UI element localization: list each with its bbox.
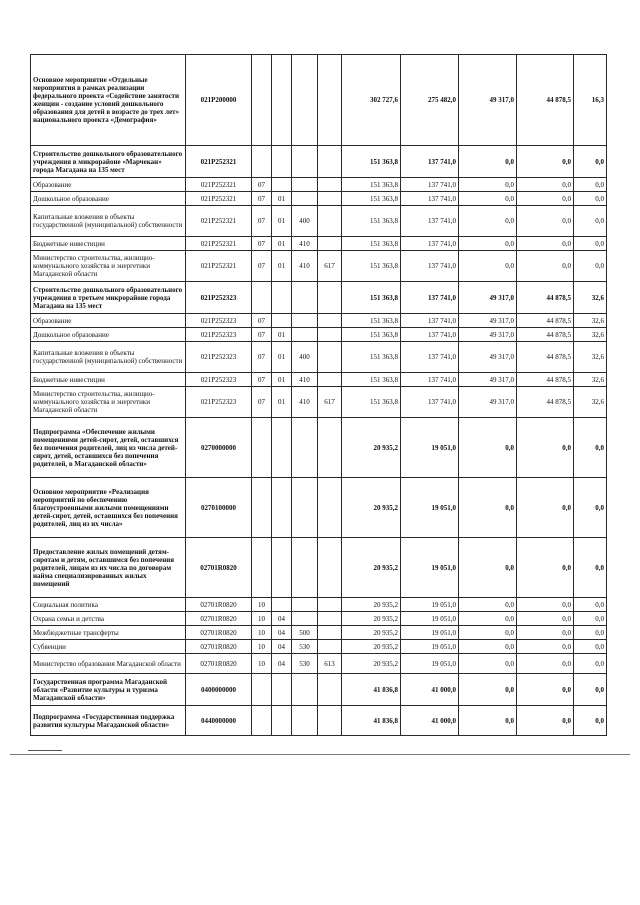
amount-funded: 0,0 [459,626,517,640]
expense-type-code: 530 [292,640,318,654]
administrator-code [318,342,342,373]
section-code: 07 [252,328,272,342]
target-article-code: 02701R0820 [186,598,252,612]
amount-executed: 0,0 [517,706,574,736]
expense-type-code: 410 [292,373,318,387]
amount-approved: 19 051,0 [401,478,459,538]
execution-percent: 0,0 [574,206,607,237]
row-name: Министерство строительства, жилищно-коммунального хозяйства и энергетики Магаданской области [31,387,186,418]
budget-table [30,54,607,736]
table-row [31,418,607,478]
section-code: 07 [252,178,272,192]
row-name: Подпрограмма «Государственная поддержка развития культуры Магаданской области» [31,706,186,736]
row-name: Бюджетные инвестиции [31,237,186,251]
row-name: Бюджетные инвестиции [31,373,186,387]
amount-planned: 151 363,8 [342,206,401,237]
expense-type-code [292,674,318,706]
amount-executed: 0,0 [517,206,574,237]
amount-planned: 20 935,2 [342,626,401,640]
amount-funded: 0,0 [459,206,517,237]
administrator-code [318,178,342,192]
amount-funded: 49 317,0 [459,373,517,387]
amount-approved: 19 051,0 [401,418,459,478]
subsection-code: 04 [272,612,292,626]
target-article-code: 02701R0820 [186,640,252,654]
row-name: Министерство образования Магаданской области [31,654,186,674]
subsection-code: 01 [272,206,292,237]
subsection-code [272,538,292,598]
target-article-code: 021P252321 [186,206,252,237]
section-code [252,706,272,736]
amount-executed: 0,0 [517,478,574,538]
target-article-code: 021P252323 [186,328,252,342]
table-row [31,146,607,178]
page-footer-rule [10,754,630,755]
table-row [31,387,607,418]
execution-percent: 0,0 [574,192,607,206]
amount-approved: 19 051,0 [401,626,459,640]
row-name: Образование [31,314,186,328]
expense-type-code [292,478,318,538]
amount-funded: 0,0 [459,674,517,706]
section-code [252,146,272,178]
section-code: 10 [252,640,272,654]
administrator-code [318,598,342,612]
target-article-code: 021P252321 [186,237,252,251]
table-row [31,206,607,237]
amount-funded: 49 317,0 [459,387,517,418]
administrator-code [318,612,342,626]
amount-planned: 151 363,8 [342,282,401,314]
amount-planned: 151 363,8 [342,237,401,251]
amount-funded: 49 317,0 [459,282,517,314]
expense-type-code [292,282,318,314]
row-name: Строительство дошкольного образовательного учреждения в третьем микрорайоне города Магадана на 135 мест [31,282,186,314]
amount-planned: 20 935,2 [342,538,401,598]
target-article-code: 021P252321 [186,192,252,206]
amount-approved: 19 051,0 [401,598,459,612]
subsection-code [272,706,292,736]
table-row [31,373,607,387]
execution-percent: 32,6 [574,387,607,418]
expense-type-code [292,146,318,178]
amount-planned: 151 363,8 [342,314,401,328]
section-code [252,418,272,478]
amount-planned: 151 363,8 [342,342,401,373]
execution-percent: 0,0 [574,418,607,478]
target-article-code: 021P252321 [186,251,252,282]
amount-executed: 0,0 [517,146,574,178]
amount-approved: 137 741,0 [401,251,459,282]
row-name: Основное мероприятие «Реализация мероприятий по обеспечению благоустроенными жилыми помещениями детей-сирот, детей, оставшихся без попечения родителей, лиц из их числа» [31,478,186,538]
administrator-code [318,538,342,598]
amount-executed: 0,0 [517,612,574,626]
row-name: Министерство строительства, жилищно-коммунального хозяйства и энергетики Магаданской области [31,251,186,282]
amount-approved: 137 741,0 [401,192,459,206]
amount-approved: 137 741,0 [401,178,459,192]
expense-type-code: 400 [292,206,318,237]
expense-type-code: 500 [292,626,318,640]
target-article-code: 021P252323 [186,342,252,373]
administrator-code [318,237,342,251]
amount-funded: 49 317,0 [459,55,517,146]
administrator-code [318,192,342,206]
row-name: Социальная политика [31,598,186,612]
amount-funded: 0,0 [459,640,517,654]
budget-sheet [30,54,606,736]
row-name: Основное мероприятие «Отдельные мероприятия в рамках реализации федерального проекта «Содействие занятости женщин - создание условий дошкольного образования для детей в возрасте до трех лет» национального проекта «Демография» [31,55,186,146]
execution-percent: 32,6 [574,328,607,342]
table-row [31,342,607,373]
amount-planned: 20 935,2 [342,418,401,478]
section-code [252,538,272,598]
administrator-code [318,640,342,654]
page-footer-mark [28,750,62,751]
amount-planned: 302 727,6 [342,55,401,146]
amount-approved: 137 741,0 [401,314,459,328]
section-code [252,478,272,538]
amount-planned: 20 935,2 [342,654,401,674]
target-article-code: 0270000000 [186,418,252,478]
amount-approved: 19 051,0 [401,538,459,598]
execution-percent: 0,0 [574,237,607,251]
execution-percent: 0,0 [574,640,607,654]
table-row [31,55,607,146]
subsection-code [272,314,292,328]
amount-executed: 0,0 [517,674,574,706]
expense-type-code [292,314,318,328]
expense-type-code [292,706,318,736]
amount-executed: 0,0 [517,626,574,640]
target-article-code: 021P252323 [186,282,252,314]
amount-planned: 41 836,8 [342,674,401,706]
section-code: 07 [252,387,272,418]
subsection-code: 04 [272,640,292,654]
amount-approved: 137 741,0 [401,237,459,251]
row-name: Дошкольное образование [31,328,186,342]
amount-executed: 0,0 [517,237,574,251]
amount-approved: 19 051,0 [401,640,459,654]
row-name: Строительство дошкольного образовательного учреждения в микрорайоне «Марчекан» города Магадана на 135 мест [31,146,186,178]
execution-percent: 0,0 [574,598,607,612]
administrator-code [318,478,342,538]
execution-percent: 0,0 [574,612,607,626]
table-row [31,478,607,538]
amount-funded: 0,0 [459,237,517,251]
row-name: Межбюджетные трансферты [31,626,186,640]
execution-percent: 0,0 [574,538,607,598]
table-row [31,328,607,342]
amount-approved: 41 000,0 [401,674,459,706]
table-row [31,598,607,612]
execution-percent: 0,0 [574,626,607,640]
amount-approved: 137 741,0 [401,206,459,237]
amount-planned: 151 363,8 [342,251,401,282]
execution-percent: 16,3 [574,55,607,146]
amount-approved: 137 741,0 [401,387,459,418]
row-name: Капитальные вложения в объекты государственной (муниципальной) собственности [31,206,186,237]
amount-executed: 44 878,5 [517,282,574,314]
amount-executed: 0,0 [517,251,574,282]
amount-planned: 41 836,8 [342,706,401,736]
execution-percent: 32,6 [574,373,607,387]
amount-approved: 137 741,0 [401,373,459,387]
subsection-code: 01 [272,192,292,206]
execution-percent: 0,0 [574,674,607,706]
amount-funded: 0,0 [459,146,517,178]
table-row [31,251,607,282]
administrator-code [318,282,342,314]
subsection-code [272,418,292,478]
amount-executed: 0,0 [517,538,574,598]
section-code: 07 [252,314,272,328]
table-row [31,282,607,314]
execution-percent: 32,6 [574,342,607,373]
amount-funded: 0,0 [459,598,517,612]
administrator-code [318,674,342,706]
target-article-code: 0440000000 [186,706,252,736]
expense-type-code [292,55,318,146]
expense-type-code [292,538,318,598]
section-code: 07 [252,192,272,206]
administrator-code [318,706,342,736]
amount-funded: 0,0 [459,178,517,192]
row-name: Охрана семьи и детства [31,612,186,626]
section-code: 07 [252,373,272,387]
amount-executed: 0,0 [517,640,574,654]
amount-funded: 0,0 [459,478,517,538]
amount-executed: 44 878,5 [517,387,574,418]
target-article-code: 021P252323 [186,387,252,418]
amount-funded: 0,0 [459,418,517,478]
subsection-code: 01 [272,328,292,342]
execution-percent: 32,6 [574,282,607,314]
amount-executed: 0,0 [517,418,574,478]
subsection-code [272,146,292,178]
target-article-code: 0270100000 [186,478,252,538]
subsection-code: 01 [272,251,292,282]
execution-percent: 0,0 [574,146,607,178]
expense-type-code [292,612,318,626]
amount-approved: 137 741,0 [401,146,459,178]
row-name: Государственная программа Магаданской области «Развитие культуры и туризма Магаданской области» [31,674,186,706]
target-article-code: 02701R0820 [186,612,252,626]
amount-planned: 151 363,8 [342,387,401,418]
target-article-code: 0400000000 [186,674,252,706]
administrator-code [318,328,342,342]
amount-planned: 151 363,8 [342,146,401,178]
amount-approved: 137 741,0 [401,342,459,373]
subsection-code [272,55,292,146]
execution-percent: 32,6 [574,314,607,328]
expense-type-code: 410 [292,237,318,251]
subsection-code [272,598,292,612]
table-row [31,640,607,654]
subsection-code: 04 [272,626,292,640]
row-name: Предоставление жилых помещений детям-сиротам и детям, оставшимся без попечения родителей, лицам из их числа по договорам найма специализированных жилых помещений [31,538,186,598]
administrator-code [318,206,342,237]
subsection-code [272,178,292,192]
subsection-code [272,674,292,706]
amount-planned: 151 363,8 [342,328,401,342]
target-article-code: 02701R0820 [186,654,252,674]
amount-executed: 44 878,5 [517,328,574,342]
amount-funded: 0,0 [459,654,517,674]
section-code: 10 [252,612,272,626]
section-code: 10 [252,626,272,640]
amount-planned: 151 363,8 [342,192,401,206]
section-code [252,55,272,146]
subsection-code [272,478,292,538]
row-name: Подпрограмма «Обеспечение жилыми помещениями детей-сирот, детей, оставшихся без попечения родителей, лиц из числа детей-сирот, детей, оставшихся без попечения родителей, в Магаданской области» [31,418,186,478]
amount-planned: 20 935,2 [342,478,401,538]
administrator-code: 613 [318,654,342,674]
amount-approved: 19 051,0 [401,612,459,626]
amount-approved: 19 051,0 [401,654,459,674]
execution-percent: 0,0 [574,178,607,192]
section-code: 07 [252,342,272,373]
target-article-code: 02701R0820 [186,538,252,598]
administrator-code [318,146,342,178]
amount-executed: 0,0 [517,654,574,674]
amount-funded: 0,0 [459,538,517,598]
amount-executed: 44 878,5 [517,314,574,328]
target-article-code: 021P252323 [186,373,252,387]
row-name: Капитальные вложения в объекты государственной (муниципальной) собственности [31,342,186,373]
expense-type-code: 530 [292,654,318,674]
table-row [31,314,607,328]
amount-funded: 0,0 [459,251,517,282]
target-article-code: 021P200000 [186,55,252,146]
table-row [31,626,607,640]
amount-executed: 44 878,5 [517,55,574,146]
administrator-code [318,314,342,328]
administrator-code: 617 [318,387,342,418]
amount-funded: 0,0 [459,192,517,206]
amount-executed: 44 878,5 [517,342,574,373]
amount-executed: 44 878,5 [517,373,574,387]
table-row [31,674,607,706]
expense-type-code [292,328,318,342]
subsection-code [272,282,292,314]
target-article-code: 021P252321 [186,178,252,192]
subsection-code: 01 [272,237,292,251]
target-article-code: 02701R0820 [186,626,252,640]
table-row [31,612,607,626]
section-code [252,282,272,314]
amount-approved: 137 741,0 [401,328,459,342]
subsection-code: 01 [272,342,292,373]
expense-type-code [292,598,318,612]
table-row [31,178,607,192]
subsection-code: 01 [272,373,292,387]
execution-percent: 0,0 [574,706,607,736]
target-article-code: 021P252321 [186,146,252,178]
row-name: Дошкольное образование [31,192,186,206]
amount-planned: 151 363,8 [342,373,401,387]
section-code [252,674,272,706]
row-name: Субвенции [31,640,186,654]
execution-percent: 0,0 [574,478,607,538]
administrator-code: 617 [318,251,342,282]
amount-funded: 0,0 [459,612,517,626]
amount-approved: 137 741,0 [401,282,459,314]
administrator-code [318,626,342,640]
section-code: 10 [252,654,272,674]
amount-funded: 49 317,0 [459,328,517,342]
subsection-code: 04 [272,654,292,674]
expense-type-code: 410 [292,387,318,418]
amount-planned: 20 935,2 [342,640,401,654]
amount-planned: 20 935,2 [342,612,401,626]
expense-type-code [292,178,318,192]
target-article-code: 021P252323 [186,314,252,328]
section-code: 07 [252,251,272,282]
amount-executed: 0,0 [517,192,574,206]
section-code: 07 [252,237,272,251]
administrator-code [318,55,342,146]
amount-executed: 0,0 [517,178,574,192]
table-row [31,654,607,674]
execution-percent: 0,0 [574,654,607,674]
amount-planned: 151 363,8 [342,178,401,192]
expense-type-code [292,192,318,206]
administrator-code [318,418,342,478]
expense-type-code [292,418,318,478]
amount-funded: 0,0 [459,706,517,736]
table-row [31,538,607,598]
expense-type-code: 410 [292,251,318,282]
administrator-code [318,373,342,387]
amount-planned: 20 935,2 [342,598,401,612]
amount-approved: 275 482,0 [401,55,459,146]
subsection-code: 01 [272,387,292,418]
amount-executed: 0,0 [517,598,574,612]
amount-funded: 49 317,0 [459,342,517,373]
amount-funded: 49 317,0 [459,314,517,328]
section-code: 10 [252,598,272,612]
row-name: Образование [31,178,186,192]
table-row [31,237,607,251]
expense-type-code: 400 [292,342,318,373]
table-row [31,192,607,206]
table-row [31,706,607,736]
amount-approved: 41 000,0 [401,706,459,736]
execution-percent: 0,0 [574,251,607,282]
section-code: 07 [252,206,272,237]
